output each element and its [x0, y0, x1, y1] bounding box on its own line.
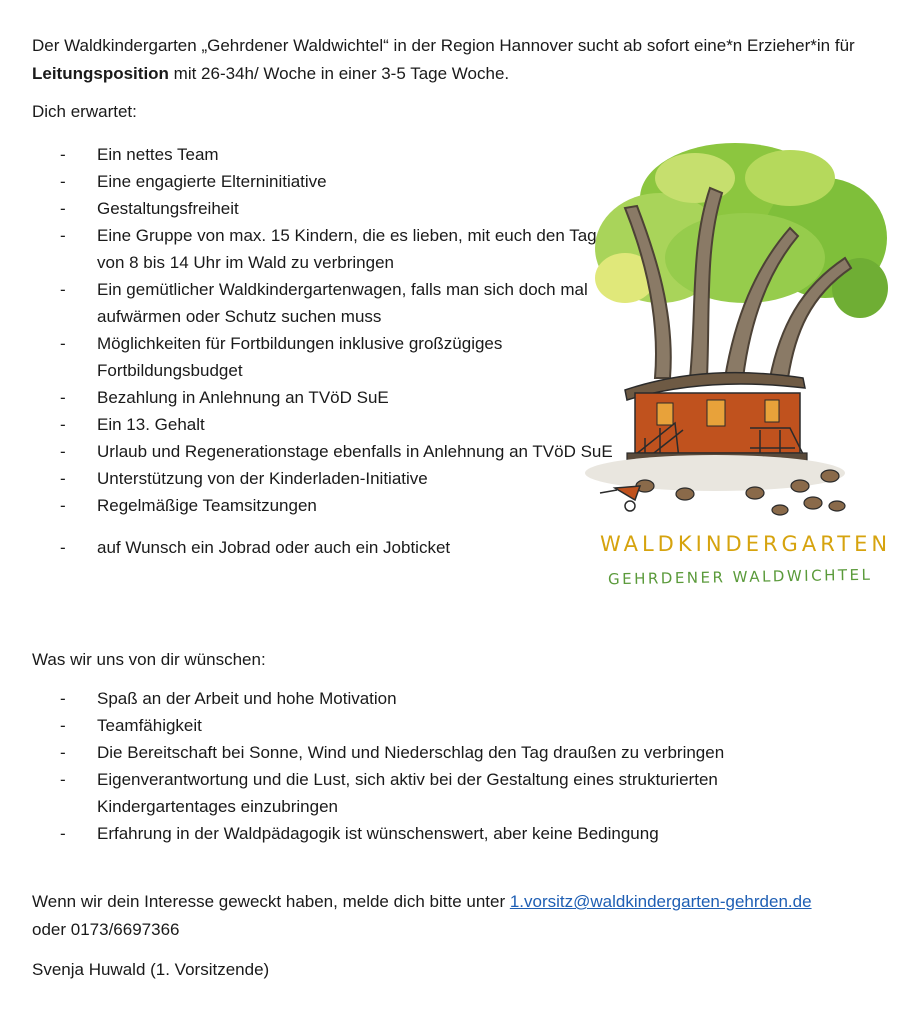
list-item [60, 438, 620, 465]
dash-bullet: - [60, 442, 66, 461]
list-item [60, 411, 620, 438]
list-item [60, 492, 620, 519]
list-item-text: Eigenverantwortung und die Lust, sich aktiv bei der Gestaltung eines strukturierten Kindergartentages einzubringen [97, 770, 718, 816]
intro-paragraph [32, 32, 872, 88]
list-item [60, 820, 840, 847]
dash-bullet: - [60, 172, 66, 191]
logo-wordmark: WALDKINDERGARTEN [600, 532, 892, 556]
list-item [60, 276, 620, 330]
dash-bullet: - [60, 145, 66, 164]
list-item-text: Erfahrung in der Waldpädagogik ist wünschenswert, aber keine Bedingung [97, 824, 659, 843]
list-item [60, 739, 840, 766]
list-item-text: Bezahlung in Anlehnung an TVöD SuE [97, 388, 389, 407]
list-item [60, 534, 620, 561]
list-item-text: Ein 13. Gehalt [97, 415, 205, 434]
wagon [625, 373, 807, 468]
dash-bullet: - [60, 496, 66, 515]
dash-bullet: - [60, 689, 66, 708]
offer-heading: Dich erwartet: [32, 102, 137, 121]
dash-bullet: - [60, 469, 66, 488]
contact-text: Wenn wir dein Interesse geweckt haben, melde dich bitte unter [32, 892, 510, 911]
list-item-text: Gestaltungsfreiheit [97, 199, 239, 218]
list-item-text: Möglichkeiten für Fortbildungen inklusive großzügiges Fortbildungsbudget [97, 334, 503, 380]
email-link[interactable]: 1.vorsitz@waldkindergarten-gehrden.de [509, 892, 812, 911]
list-item [60, 384, 620, 411]
offer-list [60, 141, 620, 561]
wheelbarrow [600, 486, 640, 511]
list-item [60, 222, 620, 276]
dash-bullet: - [60, 334, 66, 353]
list-item [60, 766, 840, 820]
wishes-heading: Was wir uns von dir wünschen: [32, 650, 266, 669]
list-item-text: Eine engagierte Elterninitiative [97, 172, 327, 191]
dash-bullet: - [60, 388, 66, 407]
dash-bullet: - [60, 716, 66, 735]
dash-bullet: - [60, 199, 66, 218]
list-item [60, 685, 840, 712]
list-item [60, 141, 620, 168]
intro-text-start: Der Waldkindergarten „Gehrdener Waldwichtel“ in der Region Hannover sucht ab sofort eine*n Erzieher*in für [32, 36, 855, 55]
intro-text-end: mit 26-34h/ Woche in einer 3-5 Tage Woche. [168, 64, 510, 83]
dash-bullet: - [60, 824, 66, 843]
signature: Svenja Huwald (1. Vorsitzende) [32, 960, 270, 979]
contact-phone-text: oder 0173/6697366 [32, 920, 180, 939]
list-item-text: Die Bereitschaft bei Sonne, Wind und Niederschlag den Tag draußen zu verbringen [97, 743, 725, 762]
list-item-text: Urlaub und Regenerationstage ebenfalls in Anlehnung an TVöD SuE [97, 442, 613, 461]
intro-bold-position: Leitungsposition [32, 64, 169, 83]
list-item-text: Unterstützung von der Kinderladen-Initiative [97, 469, 428, 488]
dash-bullet: - [60, 415, 66, 434]
dash-bullet: - [60, 770, 66, 789]
dash-bullet: - [60, 743, 66, 762]
list-item-text: auf Wunsch ein Jobrad oder auch ein Jobticket [97, 538, 451, 557]
list-item-text: Spaß an der Arbeit und hohe Motivation [97, 689, 397, 708]
list-item-text: Eine Gruppe von max. 15 Kindern, die es lieben, mit euch den Tag von 8 bis 14 Uhr im Wald zu verbringen [97, 226, 597, 272]
logo-subtitle: GEHRDENER WALDWICHTEL [607, 565, 873, 589]
list-item-text: Ein nettes Team [97, 145, 219, 164]
list-item-text: Ein gemütlicher Waldkindergartenwagen, falls man sich doch mal aufwärmen oder Schutz suchen muss [97, 280, 588, 326]
wishes-list [60, 685, 840, 847]
dash-bullet: - [60, 226, 66, 245]
contact-paragraph [32, 888, 832, 944]
dash-bullet: - [60, 280, 66, 299]
list-item [60, 712, 840, 739]
list-item [60, 330, 620, 384]
list-item [60, 168, 620, 195]
list-item [60, 465, 620, 492]
list-item-text: Teamfähigkeit [97, 716, 202, 735]
dash-bullet: - [60, 538, 66, 557]
list-item-text: Regelmäßige Teamsitzungen [97, 496, 317, 515]
list-item [60, 195, 620, 222]
